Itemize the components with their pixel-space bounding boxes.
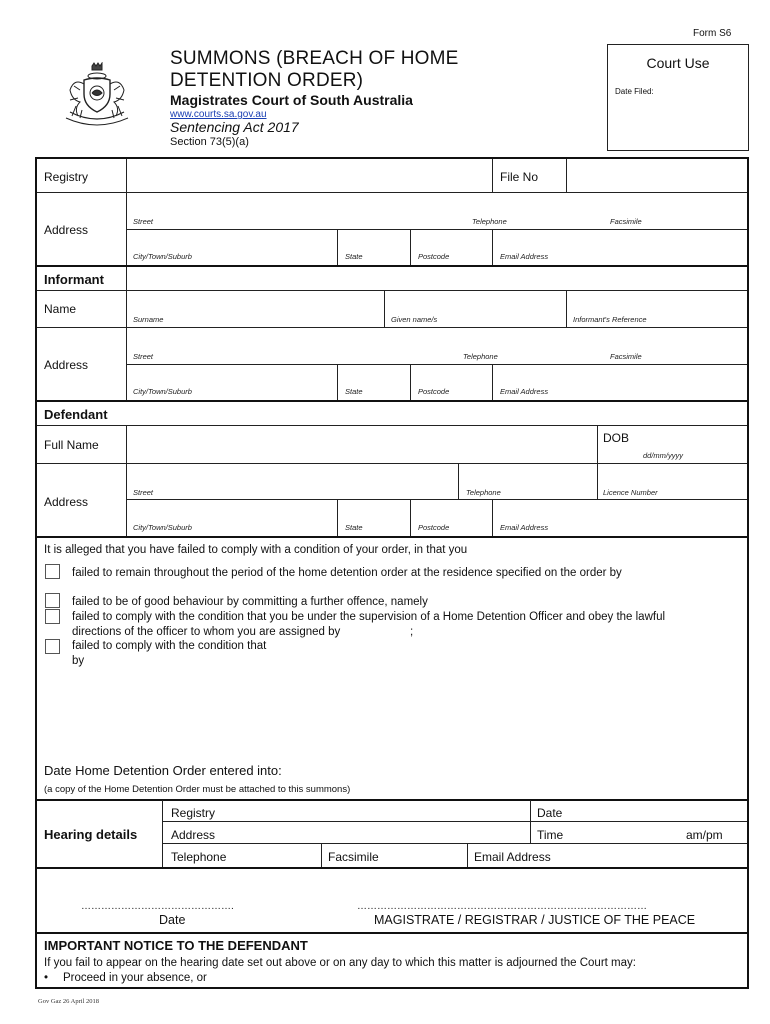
email-label: Email Address xyxy=(500,387,549,396)
hearing-registry-label: Registry xyxy=(171,806,216,820)
option-supervision-line2: directions of the officer to whom you are assigned by xyxy=(72,626,341,638)
form-title xyxy=(170,48,459,92)
city-label: City/Town/Suburb xyxy=(133,252,192,261)
signature-date-label: Date xyxy=(159,913,186,927)
order-copy-note: (a copy of the Home Detention Order must be attached to this summons) xyxy=(44,784,351,795)
telephone-label: Telephone xyxy=(466,488,501,497)
facsimile-label: Facsimile xyxy=(610,217,642,226)
notice-line-2: Proceed in your absence, or xyxy=(63,972,207,984)
city-label: City/Town/Suburb xyxy=(133,523,192,532)
option-good-behaviour: failed to be of good behaviour by committing a further offence, namely xyxy=(72,596,428,608)
hearing-email-label: Email Address xyxy=(474,850,551,864)
hearing-facsimile-label: Facsimile xyxy=(328,850,379,864)
notice-heading: IMPORTANT NOTICE TO THE DEFENDANT xyxy=(44,938,308,953)
given-names-label: Given name/s xyxy=(391,315,438,324)
defendant-address-label: Address xyxy=(44,495,89,509)
informant-heading: Informant xyxy=(44,272,104,287)
allegation-intro: It is alleged that you have failed to comply with a condition of your order, in that you xyxy=(44,544,468,556)
registry-label: Registry xyxy=(44,170,89,184)
informant-name-label: Name xyxy=(44,302,77,316)
court-use-box xyxy=(607,44,749,151)
court-use-title: Court Use xyxy=(646,55,710,71)
telephone-label: Telephone xyxy=(472,217,507,226)
title-line-2: DETENTION ORDER) xyxy=(170,70,364,91)
state-label: State xyxy=(345,252,363,261)
hearing-telephone-label: Telephone xyxy=(171,850,227,864)
facsimile-label: Facsimile xyxy=(610,352,642,361)
date-signature-line: ………………………………………. xyxy=(81,901,234,912)
postcode-label: Postcode xyxy=(418,387,450,396)
defendant-full-name-label: Full Name xyxy=(44,438,99,452)
street-label: Street xyxy=(133,352,154,361)
summons-form xyxy=(35,157,749,989)
hearing-time-label: Time xyxy=(537,828,564,842)
option-other-condition-by: by xyxy=(72,655,85,667)
state-label: State xyxy=(345,387,363,396)
notice-bullet: • xyxy=(44,972,49,984)
court-address-label: Address xyxy=(44,223,89,237)
title-line-1: SUMMONS (BREACH OF HOME xyxy=(170,48,459,69)
informant-address-label: Address xyxy=(44,358,89,372)
city-label: City/Town/Suburb xyxy=(133,387,192,396)
state-label: State xyxy=(345,523,363,532)
gazette-footer: Gov Gaz 26 April 2018 xyxy=(38,998,100,1005)
telephone-label: Telephone xyxy=(463,352,498,361)
licence-number-label: Licence Number xyxy=(603,488,658,497)
date-filed-label: Date Filed: xyxy=(615,87,654,96)
option-failed-to-remain: failed to remain throughout the period of the home detention order at the residence specified on the order by xyxy=(72,567,622,579)
email-label: Email Address xyxy=(500,252,549,261)
act-section: Section 73(5)(a) xyxy=(170,136,249,148)
dob-format-hint: dd/mm/yyyy xyxy=(643,451,684,460)
postcode-label: Postcode xyxy=(418,252,450,261)
checkbox-good-behaviour[interactable] xyxy=(45,593,60,608)
postcode-label: Postcode xyxy=(418,523,450,532)
surname-label: Surname xyxy=(133,315,164,324)
street-label: Street xyxy=(133,488,154,497)
option-supervision-line1: failed to comply with the condition that you be under the supervision of a Home Detention Officer and obey the lawful xyxy=(72,611,666,623)
checkbox-supervision[interactable] xyxy=(45,609,60,624)
informant-reference-label: Informant's Reference xyxy=(573,315,647,324)
checkbox-failed-to-remain[interactable] xyxy=(45,564,60,579)
option-supervision-semicolon: ; xyxy=(410,626,414,638)
notice-line-1: If you fail to appear on the hearing date set out above or on any day to which this matter is adjourned the Court may: xyxy=(44,957,636,969)
court-website-link[interactable]: www.courts.sa.gov.au xyxy=(170,109,267,120)
coat-of-arms-logo xyxy=(62,62,132,130)
act-name: Sentencing Act 2017 xyxy=(170,119,299,135)
hearing-date-label: Date xyxy=(537,806,563,820)
dob-label: DOB xyxy=(603,431,630,445)
hearing-ampm-label: am/pm xyxy=(686,828,723,842)
email-label: Email Address xyxy=(500,523,549,532)
hearing-address-label: Address xyxy=(171,828,216,842)
defendant-heading: Defendant xyxy=(44,407,108,422)
signer-title-label: MAGISTRATE / REGISTRAR / JUSTICE OF THE PEACE xyxy=(374,913,696,927)
street-label: Street xyxy=(133,217,154,226)
signer-signature-line: …………………………………………………………………………… xyxy=(357,901,647,912)
option-other-condition: failed to comply with the condition that xyxy=(72,640,267,652)
court-name: Magistrates Court of South Australia xyxy=(170,92,413,108)
hearing-details-heading: Hearing details xyxy=(44,827,138,842)
file-no-label: File No xyxy=(500,170,539,184)
form-number: Form S6 xyxy=(693,28,732,39)
checkbox-other-condition[interactable] xyxy=(45,639,60,654)
order-date-label: Date Home Detention Order entered into: xyxy=(44,763,282,778)
